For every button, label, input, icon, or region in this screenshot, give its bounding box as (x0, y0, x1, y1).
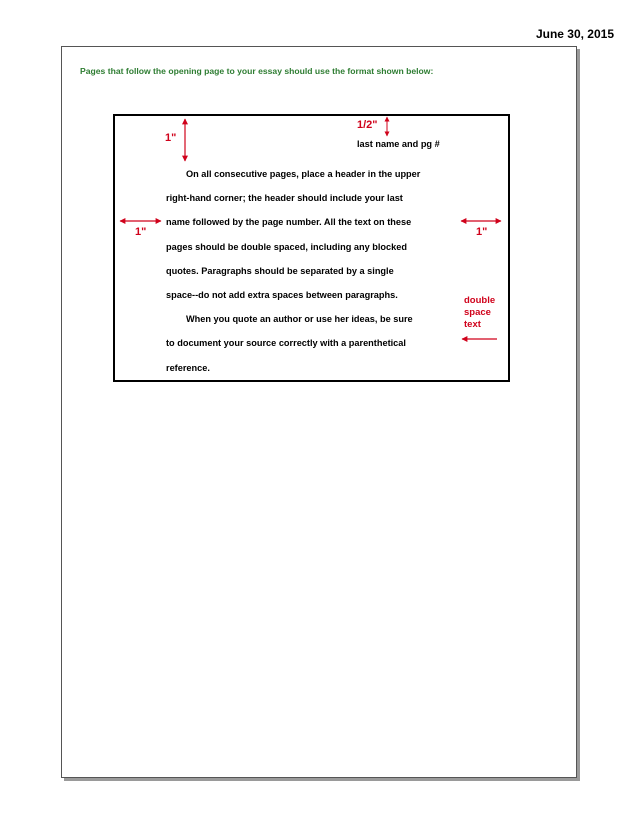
sample-line: On all consecutive pages, place a header in the upper (186, 169, 421, 179)
sample-line: When you quote an author or use her ideas, be sure (186, 314, 413, 325)
sample-page (113, 114, 510, 382)
intro-text: Pages that follow the opening page to your essay should use the format shown below: (80, 66, 434, 76)
sample-line: space--do not add extra spaces between paragraphs. (166, 290, 398, 301)
top-margin-label: 1" (165, 132, 177, 144)
document-date: June 30, 2015 (535, 27, 614, 41)
sample-header: last name and pg # (357, 139, 440, 149)
sample-body (166, 162, 466, 380)
sample-line: name followed by the page number. All the text on these (166, 217, 412, 228)
double-space-note: double space text (464, 295, 496, 330)
sample-line: pages should be double spaced, including any blocked (166, 241, 407, 252)
sample-line: to document your source correctly with a parenthetical (166, 338, 406, 349)
right-margin-label: 1" (476, 226, 488, 238)
page-preview (61, 46, 577, 778)
sample-line: quotes. Paragraphs should be separated by a single (166, 265, 394, 276)
header-margin-label: 1/2" (357, 119, 378, 131)
sample-line: reference. (166, 362, 210, 373)
sample-line: right-hand corner; the header should include your last (166, 193, 403, 204)
left-margin-label: 1" (135, 226, 147, 238)
